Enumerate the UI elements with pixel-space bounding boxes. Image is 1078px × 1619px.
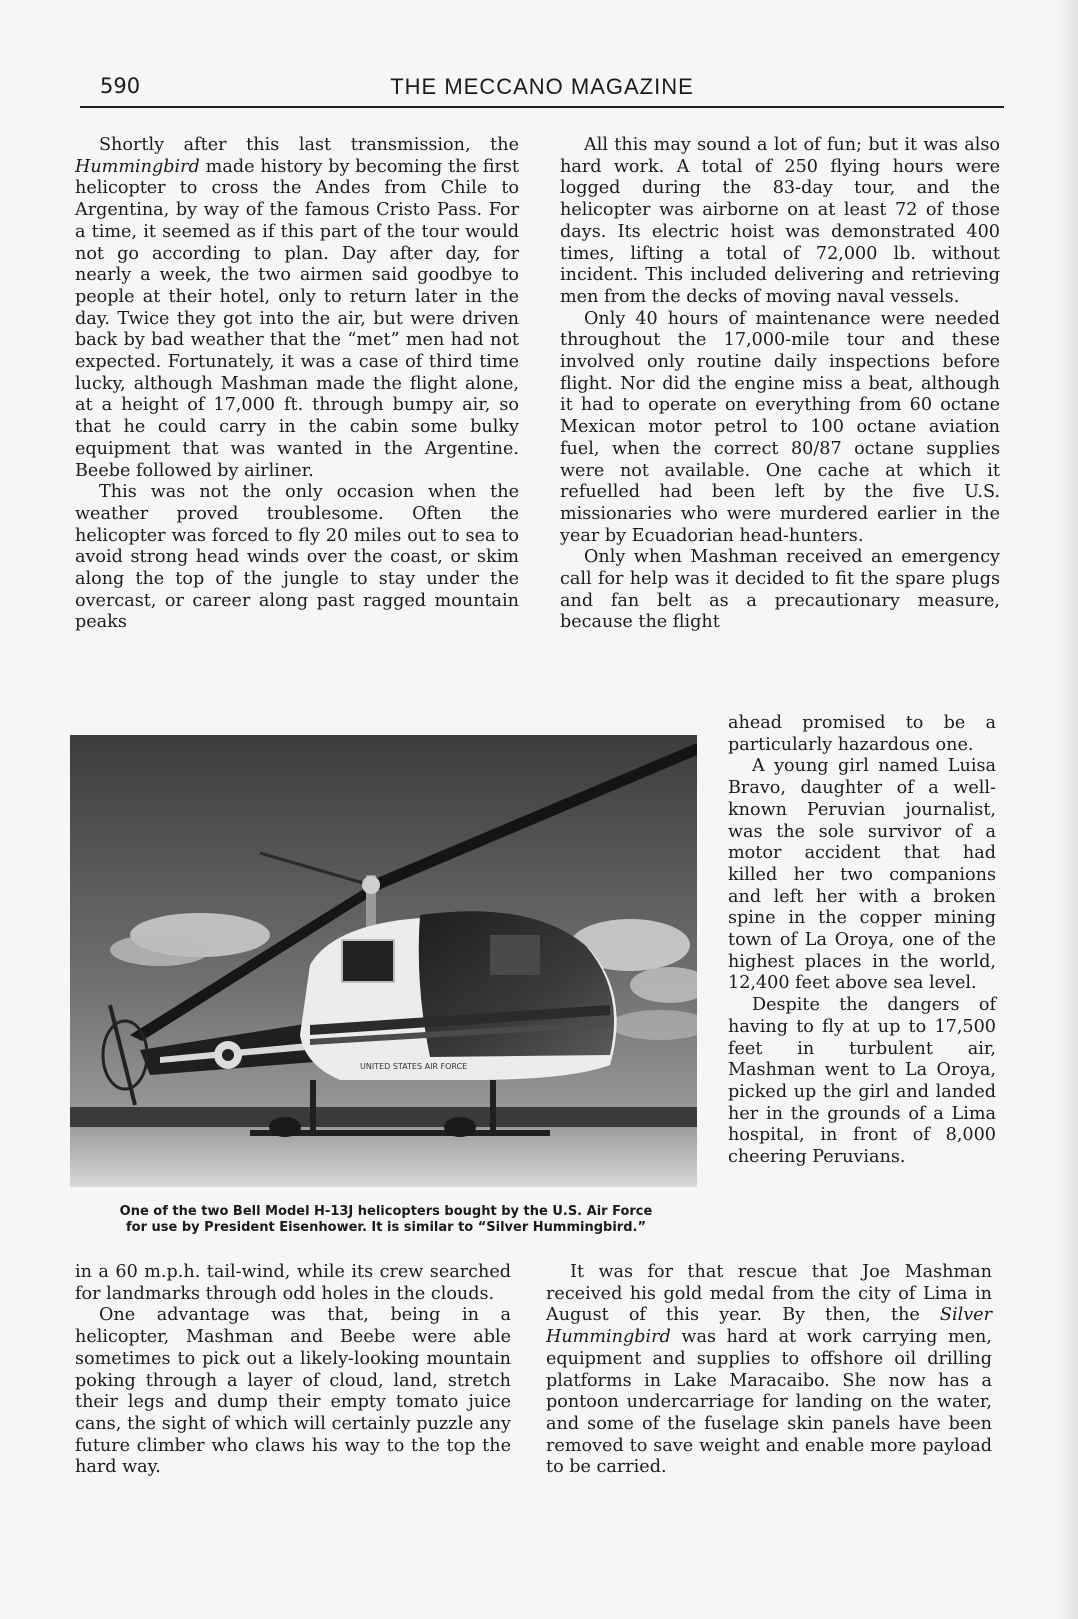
left-column-bottom bbox=[75, 1262, 511, 1479]
paragraph: Only when Mashman received an emergency call for help was it decided to fit the spare plugs and fan belt as a precautionary measure, because the flight bbox=[560, 547, 1000, 633]
right-column-narrow bbox=[728, 713, 996, 1169]
helicopter-photo bbox=[70, 735, 697, 1187]
paragraph: It was for that rescue that Joe Mashman received his gold medal from the city of Lima in August of this year. By then, the Silver Hummingbird was hard at work carrying men, equipment and supplies to offshore oil drilling platforms in Lake Maracaibo. She now has a pontoon undercarriage for landing on the water, and some of the fuselage skin panels have been removed to save weight and enable more payload to be carried. bbox=[546, 1262, 992, 1478]
page-edge-shadow bbox=[1058, 0, 1078, 1619]
right-column-top bbox=[560, 135, 1000, 634]
page-number: 590 bbox=[100, 74, 141, 98]
paragraph: A young girl named Luisa Bravo, daughter of a well-known Peruvian journalist, was the sole survivor of a motor accident that had killed her two companions and left her with a broken spine in the copper mining town of La Oroya, one of the highest places in the world, 12,400 feet above sea level. bbox=[728, 756, 996, 994]
caption-line: One of the two Bell Model H-13J helicopters bought by the U.S. Air Force bbox=[119, 1204, 653, 1219]
caption-line: for use by President Eisenhower. It is similar to “Silver Hummingbird.” bbox=[126, 1220, 646, 1235]
paragraph: Shortly after this last transmission, the Hummingbird made history by becoming the first helicopter to cross the Andes from Chile to Argentina, by way of the famous Cristo Pass. For a time, it seemed as if this part of the tour would not go according to plan. Day after day, for nearly a week, the two airmen said goodbye to people at their hotel, only to return later in the day. Twice they got into the air, but were driven back by bad weather that the “met” men had not expected. Fortunately, it was a case of third time lucky, although Mashman made the flight alone, at a height of 17,000 ft. through bumpy air, so that he could carry in the cabin some bulky equipment that was wanted in the Argentine. Beebe followed by airliner. bbox=[75, 135, 519, 481]
fuselage-lettering: UNITED STATES AIR FORCE bbox=[360, 1062, 468, 1071]
paragraph: This was not the only occasion when the weather proved troublesome. Often the helicopter was forced to fly 20 miles out to sea to avoid strong head winds over the coast, or skim along the top of the jungle to stay under the overcast, or career along past ragged mountain peaks bbox=[75, 482, 519, 633]
right-column-bottom bbox=[546, 1262, 992, 1479]
page-header bbox=[80, 72, 1004, 108]
left-column-top bbox=[75, 135, 519, 634]
magazine-title: THE MECCANO MAGAZINE bbox=[390, 74, 694, 99]
paragraph: in a 60 m.p.h. tail-wind, while its crew searched for landmarks through odd holes in the clouds. bbox=[75, 1262, 511, 1304]
helicopter-illustration bbox=[70, 735, 697, 1187]
paragraph: ahead promised to be a particularly hazardous one. bbox=[728, 713, 996, 755]
paragraph: One advantage was that, being in a helicopter, Mashman and Beebe were able sometimes to pick out a likely-looking mountain poking through a layer of cloud, land, stretch their legs and dump their empty tomato juice cans, the sight of which will certainly puzzle any future climber who claws his way to the top the hard way. bbox=[75, 1305, 511, 1478]
paragraph: All this may sound a lot of fun; but it was also hard work. A total of 250 flying hours were logged during the 83-day tour, and the helicopter was airborne on at least 72 of those days. Its electric hoist was demonstrated 400 times, lifting a total of 72,000 lb. without incident. This included delivering and retrieving men from the decks of moving naval vessels. bbox=[560, 135, 1000, 307]
paragraph: Only 40 hours of maintenance were needed throughout the 17,000-mile tour and these involved only routine daily inspections before flight. Nor did the engine miss a beat, although it had to operate on everything from 60 octane Mexican motor petrol to 100 octane aviation fuel, when the correct 80/87 octane supplies were not available. One cache at which it refuelled had been left by the five U.S. missionaries who were murdered earlier in the year by Ecuadorian head-hunters. bbox=[560, 308, 1000, 546]
photo-caption bbox=[62, 1204, 710, 1236]
paragraph: Despite the dangers of having to fly at up to 17,500 feet in turbulent air, Mashman went to La Oroya, picked up the girl and landed her in the grounds of a Lima hospital, in front of 8,000 cheering Peruvians. bbox=[728, 995, 996, 1168]
